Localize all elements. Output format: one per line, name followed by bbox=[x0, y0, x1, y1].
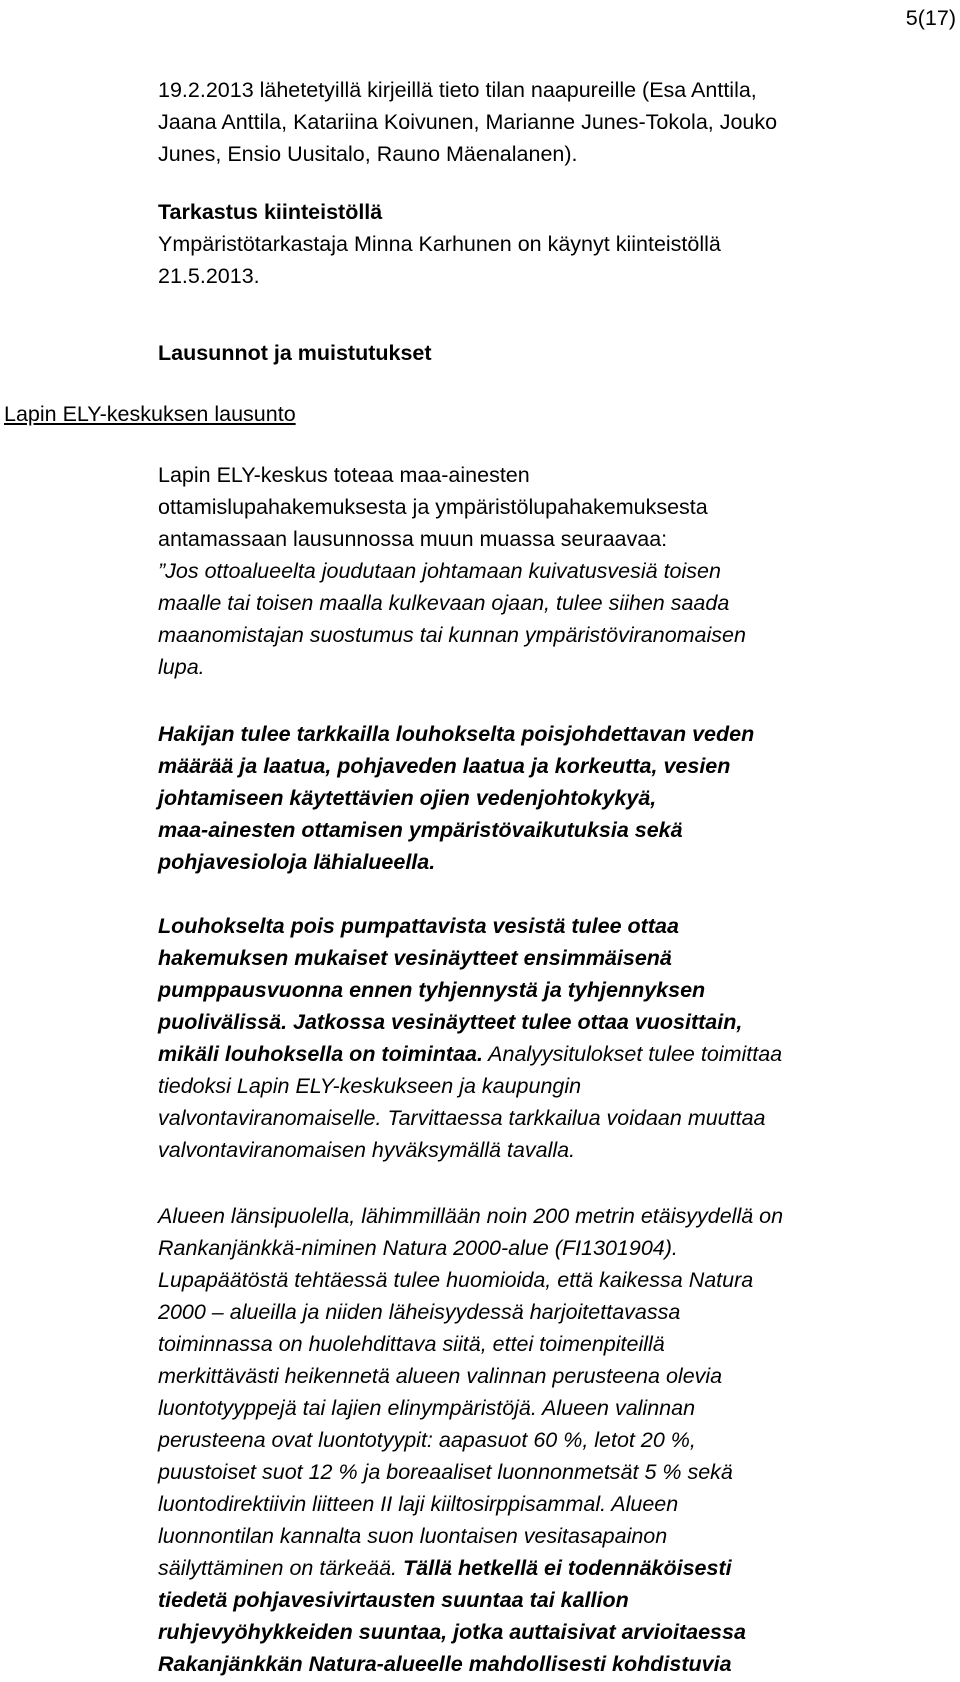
quote-paragraph bbox=[158, 555, 958, 683]
sampling-paragraph bbox=[158, 910, 958, 1166]
quote-line: maalle tai toisen maalla kulkevaan ojaan, tulee siihen saada bbox=[158, 591, 730, 615]
statements-section bbox=[158, 337, 958, 369]
natura-line: perusteena ovat luontotyypit: aapasuot 60 %, letot 20 %, bbox=[158, 1428, 696, 1452]
sampling-line: pumppausvuonna ennen tyhjennystä ja tyhjennyksen bbox=[158, 978, 706, 1002]
ely-statement-heading: Lapin ELY-keskuksen lausunto bbox=[4, 402, 296, 426]
intro-paragraph bbox=[158, 74, 958, 170]
natura-paragraph bbox=[158, 1200, 958, 1680]
natura-line: 2000 – alueilla ja niiden läheisyydessä harjoitettavassa bbox=[158, 1300, 681, 1324]
page-number: 5(17) bbox=[905, 6, 956, 30]
quote-line: ”Jos ottoalueelta joudutaan johtamaan kuivatusvesiä toisen bbox=[158, 559, 721, 583]
natura-line: Lupapäätöstä tehtäessä tulee huomioida, että kaikessa Natura bbox=[158, 1268, 754, 1292]
inspection-section bbox=[158, 196, 958, 292]
natura-line: Alueen länsipuolella, lähimmillään noin 200 metrin etäisyydellä on bbox=[158, 1204, 784, 1228]
natura-line: tiedetä pohjavesivirtausten suuntaa tai kallion bbox=[158, 1588, 629, 1612]
natura-line: Rakanjänkkän Natura-alueelle mahdollisesti kohdistuvia bbox=[158, 1652, 732, 1676]
sampling-line: valvontaviranomaisen hyväksymällä tavalla. bbox=[158, 1138, 576, 1162]
quote-line: maanomistajan suostumus tai kunnan ympäristöviranomaisen bbox=[158, 623, 746, 647]
ely-intro-line: Lapin ELY-keskus toteaa maa-ainesten bbox=[158, 463, 530, 487]
intro-line: Junes, Ensio Uusitalo, Rauno Mäenalanen). bbox=[158, 142, 578, 166]
natura-mixed-line bbox=[158, 1552, 958, 1584]
inspection-line: 21.5.2013. bbox=[158, 264, 260, 288]
sampling-line: hakemuksen mukaiset vesinäytteet ensimmäisenä bbox=[158, 946, 672, 970]
sampling-line: puolivälissä. Jatkossa vesinäytteet tulee ottaa vuosittain, bbox=[158, 1010, 743, 1034]
quote-line: lupa. bbox=[158, 655, 205, 679]
monitoring-line: määrää ja laatua, pohjaveden laatua ja korkeutta, vesien bbox=[158, 754, 731, 778]
ely-intro-line: antamassaan lausunnossa muun muassa seuraavaa: bbox=[158, 527, 668, 551]
sampling-line: valvontaviranomaiselle. Tarvittaessa tarkkailua voidaan muuttaa bbox=[158, 1106, 766, 1130]
inspection-heading: Tarkastus kiinteistöllä bbox=[158, 200, 383, 224]
natura-line: Rankanjänkkä-niminen Natura 2000-alue (FI1301904). bbox=[158, 1236, 678, 1260]
natura-line: luontodirektiivin liitteen II laji kiiltosirppisammal. Alueen bbox=[158, 1492, 679, 1516]
intro-line: Jaana Anttila, Katariina Koivunen, Marianne Junes-Tokola, Jouko bbox=[158, 110, 778, 134]
ely-intro-paragraph bbox=[158, 459, 958, 555]
sampling-italic-segment: Analyysitulokset tulee toimittaa bbox=[482, 1042, 783, 1066]
intro-line: 19.2.2013 lähetetyillä kirjeillä tieto tilan naapureille (Esa Anttila, bbox=[158, 78, 757, 102]
natura-line: toiminnassa on huolehdittava siitä, ettei toimenpiteillä bbox=[158, 1332, 665, 1356]
natura-line: luonnontilan kannalta suon luontaisen vesitasapainon bbox=[158, 1524, 668, 1548]
inspection-line: Ympäristötarkastaja Minna Karhunen on käynyt kiinteistöllä bbox=[158, 232, 721, 256]
natura-line: ruhjevyöhykkeiden suuntaa, jotka auttaisivat arvioitaessa bbox=[158, 1620, 746, 1644]
statements-heading: Lausunnot ja muistutukset bbox=[158, 341, 432, 365]
natura-italic-segment: säilyttäminen on tärkeää. bbox=[158, 1556, 403, 1580]
natura-line: luontotyyppejä tai lajien elinympäristöjä. Alueen valinnan bbox=[158, 1396, 696, 1420]
monitoring-line: Hakijan tulee tarkkailla louhokselta poisjohdettavan veden bbox=[158, 722, 755, 746]
sampling-line: Louhokselta pois pumpattavista vesistä tulee ottaa bbox=[158, 914, 679, 938]
sampling-mixed-line bbox=[158, 1038, 958, 1070]
monitoring-paragraph bbox=[158, 718, 958, 878]
monitoring-line: pohjavesioloja lähialueella. bbox=[158, 850, 436, 874]
natura-bold-segment: Tällä hetkellä ei todennäköisesti bbox=[403, 1556, 732, 1580]
monitoring-line: maa-ainesten ottamisen ympäristövaikutuksia sekä bbox=[158, 818, 683, 842]
ely-intro-line: ottamislupahakemuksesta ja ympäristölupahakemuksesta bbox=[158, 495, 708, 519]
sampling-bold-segment: mikäli louhoksella on toimintaa. bbox=[158, 1042, 483, 1066]
natura-line: puustoiset suot 12 % ja boreaaliset luonnonmetsät 5 % sekä bbox=[158, 1460, 733, 1484]
monitoring-line: johtamiseen käytettävien ojien vedenjohtokykyä, bbox=[158, 786, 657, 810]
natura-line: merkittävästi heikennetä alueen valinnan perusteena olevia bbox=[158, 1364, 723, 1388]
sampling-line: tiedoksi Lapin ELY-keskukseen ja kaupungin bbox=[158, 1074, 582, 1098]
